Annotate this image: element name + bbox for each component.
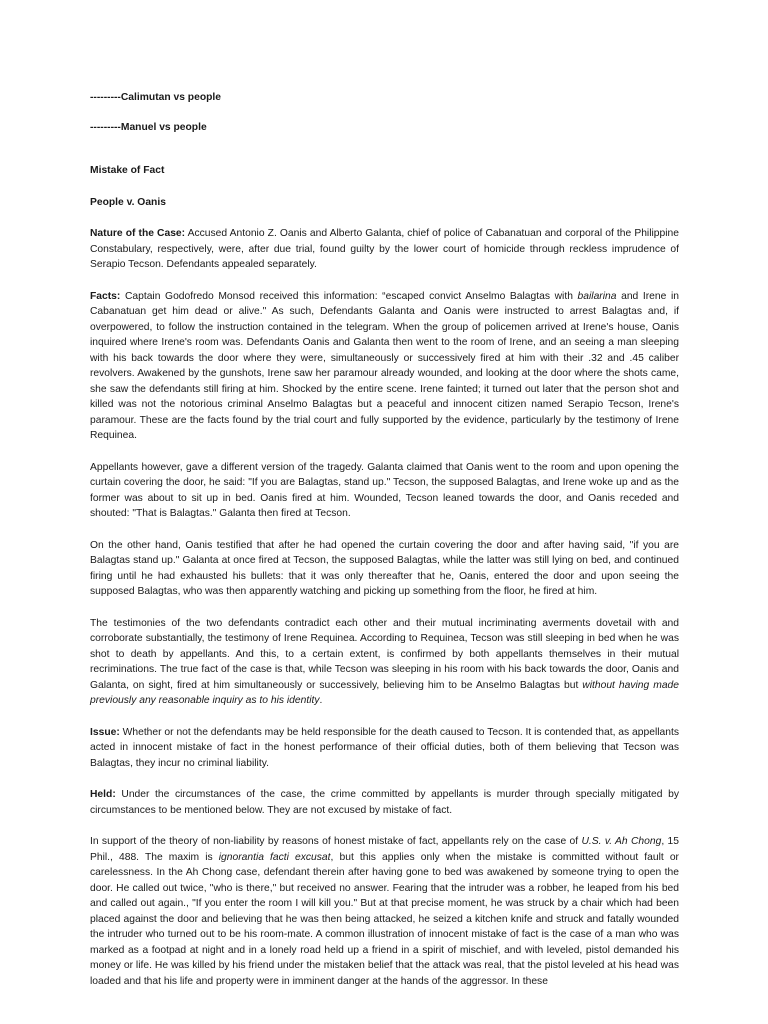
issue-paragraph: [90, 725, 679, 772]
testimonies-text: The testimonies of the two defendants contradict each other and their mutual incriminating averments dovetail with and corroborate substantially, the testimony of Irene Requinea. According to Requinea, Tecson was still sleeping in bed when he was shot to death by appellants. And this, to a certain extent, is confirmed by both appellants themselves in their mutual recriminations. The true fact of the case is that, while Tecson was sleeping in his room with his back towards the door, Oanis and Galanta, on sight, fired at him simultaneously or successively, believing him to be Anselmo Balagtas but: [90, 617, 679, 691]
nature-label: Nature of the Case:: [90, 228, 186, 239]
issue-text: Whether or not the defendants may be held responsible for the death caused to Tecson. It is contended that, as appellants acted in innocent mistake of fact in the honest performance of their official duties, both of them believing that Tecson was Balagtas, they incur no criminal liability.: [90, 726, 679, 769]
held-label: Held:: [90, 789, 116, 800]
testimonies-italic: without having made previously any reasonable inquiry as to his identity: [90, 679, 679, 706]
other-hand-paragraph: On the other hand, Oanis testified that after he had opened the curtain covering the door and after having said, "if you are Balagtas stand up." Galanta at once fired at Tecson, the supposed Balagtas, while the latter was still lying on bed, and continued firing until he had exhausted his bullets: that it was only thereafter that he, Oanis, entered the door and upon seeing the supposed Balagtas, who was then apparently watching and picking up something from the floor, he fired at him.: [90, 539, 679, 597]
facts-text-a: Captain Godofredo Monsod received this information: “escaped convict Anselmo Balagtas with: [124, 290, 578, 302]
appellants-paragraph: Appellants however, gave a different version of the tragedy. Galanta claimed that Oanis went to the room and upon opening the curtain covering the door, he said: "If you are Balagtas, stand up." Tecson, the supposed Balagtas, and Irene woke up and as the former was about to sit up in bed. Oanis fired at him. Wounded, Tecson leaned towards the door, and Oanis receded and shouted: "That is Balagtas." Galanta then fired at Tecson.: [90, 461, 679, 519]
issue-label: Issue:: [90, 726, 120, 738]
held-text: Under the circumstances of the case, the crime committed by appellants is murder through specially mitigated by circumstances to be mentioned below. They are not excused by mistake of fact.: [90, 789, 679, 816]
support-case-citation: U.S. v. Ah Chong: [581, 836, 662, 847]
held-paragraph: [90, 787, 679, 818]
facts-text-b: and Irene in Cabanatuan get him dead or alive." As such, Defendants Galanta and Oanis were instructed to arrest Balagtas and, if overpowered, to follow the instruction contained in the telegram. When the group of policemen arrived at Irene's house, Oanis inquired where Irene's room was. Defendants Oanis and Galanta then went to the room of Irene, and an seeing a man sleeping with his back towards the door where they were, simultaneously or successively fired at him with their .32 and .45 caliber revolvers. Awakened by the gunshots, Irene saw her paramour already wounded, and looking at the door where the shots came, she saw the defendants still firing at him. Shocked by the entire scene. Irene fainted; it turned out later that the person shot and killed was not the notorious criminal Anselmo Balagtas but a peaceful and innocent citizen named Serapio Tecson, Irene's paramour. These are the facts found by the trial court and fully supported by the evidence, particularly by the testimony of Irene Requinea.: [90, 290, 679, 441]
case-title: People v. Oanis: [90, 196, 166, 208]
support-text-3: , but this applies only when the mistake is committed without fault or carelessness. In the Ah Chong case, defendant therein after having gone to bed was awakened by someone trying to open the door. He called out twice, "who is there," but received no answer. Fearing that the intruder was a robber, he leaped from his bed and called out again., "If you enter the room I will kill you." But at that precise moment, he was struck by a chair which had been placed against the door and believing that he was then being attacked, he seized a kitchen knife and struck and fatally wounded the intruder who turned out to be his room-mate. A common illustration of innocent mistake of fact is the case of a man who was marked as a footpad at night and in a lonely road held up a friend in a spirit of mischief, and with leveled, pistol demanded his money or life. He was killed by his friend under the mistaken belief that the attack was real, that the pistol leveled at his head was loaded and that his life and property were in imminent danger at the hands of the aggressor. In these: [90, 851, 679, 987]
manuel-line: ---------Manuel vs people: [90, 121, 207, 133]
nature-text: Accused Antonio Z. Oanis and Alberto Galanta, chief of police of Cabanatuan and corporal of the Philippine Constabulary, respectively, were, after due trial, found guilty by the lower court of homicide through reckless imprudence of Serapio Tecson. Defendants appealed separately.: [90, 228, 679, 270]
document-body: [90, 90, 679, 989]
testimonies-end: .: [319, 695, 323, 706]
support-text-1: In support of the theory of non-liability by reasons of honest mistake of fact, appellants rely on the case of: [90, 836, 582, 847]
facts-paragraph: [90, 289, 679, 444]
testimonies-paragraph: [90, 616, 679, 709]
support-paragraph: [90, 834, 679, 989]
nature-paragraph: [90, 226, 679, 273]
facts-label: Facts:: [90, 290, 121, 302]
support-maxim: ignorantia facti excusat: [218, 851, 331, 863]
facts-italic: bailarina: [577, 290, 617, 302]
support-text-2: , 15 Phil., 488. The maxim is: [90, 836, 679, 863]
section-title: Mistake of Fact: [90, 165, 165, 176]
calimutan-line: ---------Calimutan vs people: [90, 92, 221, 103]
